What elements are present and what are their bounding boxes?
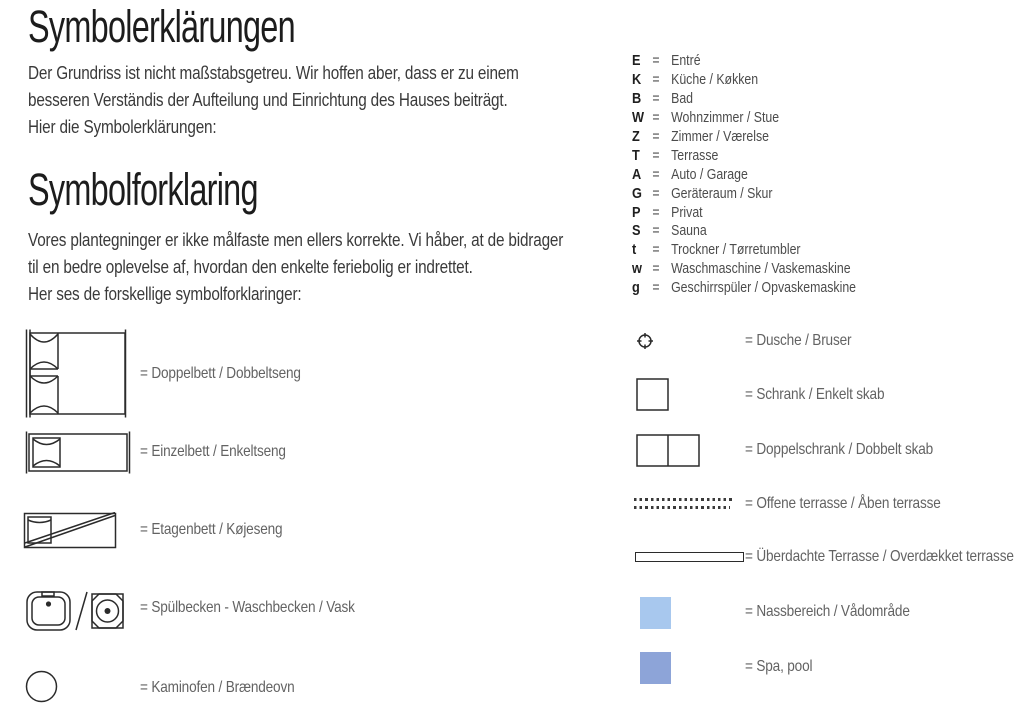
- double-bed-row: [140, 362, 301, 386]
- abbr-letter: K: [632, 70, 642, 88]
- abbr-label: Bad: [671, 90, 694, 107]
- abbreviation-row: [632, 109, 1023, 128]
- sink-washbasin-label: = Spülbecken - Waschbecken / Vask: [140, 599, 355, 616]
- wood-stove-icon: [25, 670, 58, 703]
- german-intro: [28, 60, 519, 141]
- equals-sign: =: [652, 53, 660, 69]
- covered-terrace-icon: [635, 552, 744, 562]
- single-bed-row: [140, 440, 286, 464]
- danish-title: Symbolforklaring: [28, 164, 258, 215]
- abbreviation-row: [632, 147, 1023, 166]
- abbr-label: Sauna: [671, 223, 707, 240]
- bunk-bed-label: = Etagenbett / Køjeseng: [140, 521, 283, 538]
- bunk-bed-row: [140, 518, 282, 542]
- spa-pool-label: = Spa, pool: [745, 658, 813, 675]
- equals-sign: =: [652, 223, 660, 240]
- double-bed-label: = Doppelbett / Dobbeltseng: [140, 365, 301, 382]
- double-wardrobe-row: [745, 438, 933, 462]
- open-terrace-icon: [634, 498, 735, 510]
- equals-sign: =: [652, 128, 660, 145]
- equals-sign: =: [652, 147, 660, 164]
- german-intro-line: Der Grundriss ist nicht maßstabsgetreu. Wir hoffen aber, dass er zu einem: [28, 63, 519, 83]
- equals-sign: =: [652, 261, 660, 278]
- abbr-letter: S: [632, 222, 641, 240]
- abbr-letter: B: [632, 89, 642, 107]
- wood-stove-label: = Kaminofen / Brændeovn: [140, 679, 295, 696]
- wet-area-row: [745, 600, 910, 624]
- double-bed-icon: [25, 329, 128, 418]
- equals-sign: =: [652, 242, 660, 259]
- equals-sign: =: [652, 166, 660, 183]
- open-terrace-row: [745, 492, 941, 516]
- abbr-letter: P: [632, 203, 641, 221]
- sink-washbasin-icon: [26, 590, 124, 632]
- abbr-letter: E: [632, 52, 641, 69]
- double-wardrobe-label: = Doppelschrank / Dobbelt skab: [745, 441, 934, 458]
- equals-sign: =: [652, 204, 660, 221]
- equals-sign: =: [652, 280, 660, 297]
- abbr-label: Waschmaschine / Vaskemaskine: [671, 261, 851, 278]
- spa-pool-swatch: [640, 652, 671, 684]
- abbr-letter: T: [632, 146, 640, 164]
- abbr-label: Privat: [671, 204, 703, 221]
- shower-label: = Dusche / Bruser: [745, 332, 852, 349]
- abbr-label: Geräteraum / Skur: [671, 185, 773, 202]
- wet-area-swatch: [640, 597, 671, 629]
- abbr-label: Terrasse: [671, 147, 719, 164]
- equals-sign: =: [652, 185, 660, 202]
- abbr-letter: g: [632, 279, 640, 297]
- dotted-line: [634, 506, 730, 509]
- abbr-letter: G: [632, 184, 642, 202]
- abbreviation-row: [632, 222, 1023, 241]
- abbreviation-row: [632, 128, 1023, 147]
- abbreviation-row: [632, 241, 1023, 260]
- german-title: Symbolerklärungen: [28, 1, 295, 52]
- abbreviation-row: [632, 260, 1023, 279]
- abbr-label: Geschirrspüler / Opvaskemaskine: [671, 280, 857, 297]
- abbr-letter: W: [632, 108, 645, 126]
- abbreviation-row: [632, 52, 1023, 71]
- equals-sign: =: [652, 90, 660, 107]
- abbreviation-row: [632, 279, 1023, 298]
- danish-intro-line: til en bedre oplevelse af, hvordan den enkelte feriebolig er indrettet.: [28, 257, 473, 277]
- equals-sign: =: [652, 71, 660, 88]
- danish-intro-line: Her ses de forskellige symbolforklaringer:: [28, 284, 302, 304]
- dotted-line: [634, 498, 735, 501]
- bunk-bed-icon: [23, 512, 117, 550]
- danish-intro-line: Vores plantegninger er ikke målfaste men ellers korrekte. Vi håber, at de bidrager: [28, 230, 564, 250]
- abbr-label: Zimmer / Værelse: [671, 128, 770, 145]
- danish-intro: [28, 227, 563, 308]
- double-wardrobe-icon: [636, 434, 700, 467]
- abbreviation-list: [632, 52, 1023, 298]
- spa-pool-row: [745, 655, 812, 679]
- wet-area-label: = Nassbereich / Vådområde: [745, 603, 910, 620]
- covered-terrace-row: [745, 545, 1014, 569]
- abbreviation-row: [632, 166, 1023, 185]
- shower-icon: [633, 329, 657, 353]
- equals-sign: =: [652, 109, 660, 126]
- abbr-letter: t: [632, 241, 637, 259]
- german-intro-line: besseren Verständis der Aufteilung und Einrichtung des Hauses beiträgt.: [28, 90, 508, 110]
- abbr-label: Wohnzimmer / Stue: [671, 109, 780, 126]
- abbr-label: Auto / Garage: [671, 166, 748, 183]
- abbreviation-row: [632, 204, 1023, 223]
- shower-row: [745, 329, 851, 353]
- abbr-label: Trockner / Tørretumbler: [671, 242, 801, 259]
- abbreviation-row: [632, 185, 1023, 204]
- wardrobe-row: [745, 383, 884, 407]
- open-terrace-label: = Offene terrasse / Åben terrasse: [745, 495, 941, 512]
- abbreviation-row: [632, 71, 1023, 90]
- single-bed-label: = Einzelbett / Enkeltseng: [140, 443, 286, 460]
- german-intro-line: Hier die Symbolerklärungen:: [28, 117, 217, 137]
- wardrobe-label: = Schrank / Enkelt skab: [745, 386, 885, 403]
- abbr-letter: w: [632, 260, 642, 278]
- abbr-letter: Z: [632, 127, 640, 145]
- single-bed-icon: [25, 431, 131, 474]
- abbreviation-row: [632, 90, 1023, 109]
- wardrobe-icon: [636, 378, 669, 411]
- sink-washbasin-row: [140, 596, 355, 620]
- wood-stove-row: [140, 676, 294, 700]
- abbr-label: Entré: [671, 53, 701, 69]
- abbr-letter: A: [632, 165, 642, 183]
- covered-terrace-label: = Überdachte Terrasse / Overdækket terrasse: [745, 548, 1014, 565]
- abbr-label: Küche / Køkken: [671, 71, 759, 88]
